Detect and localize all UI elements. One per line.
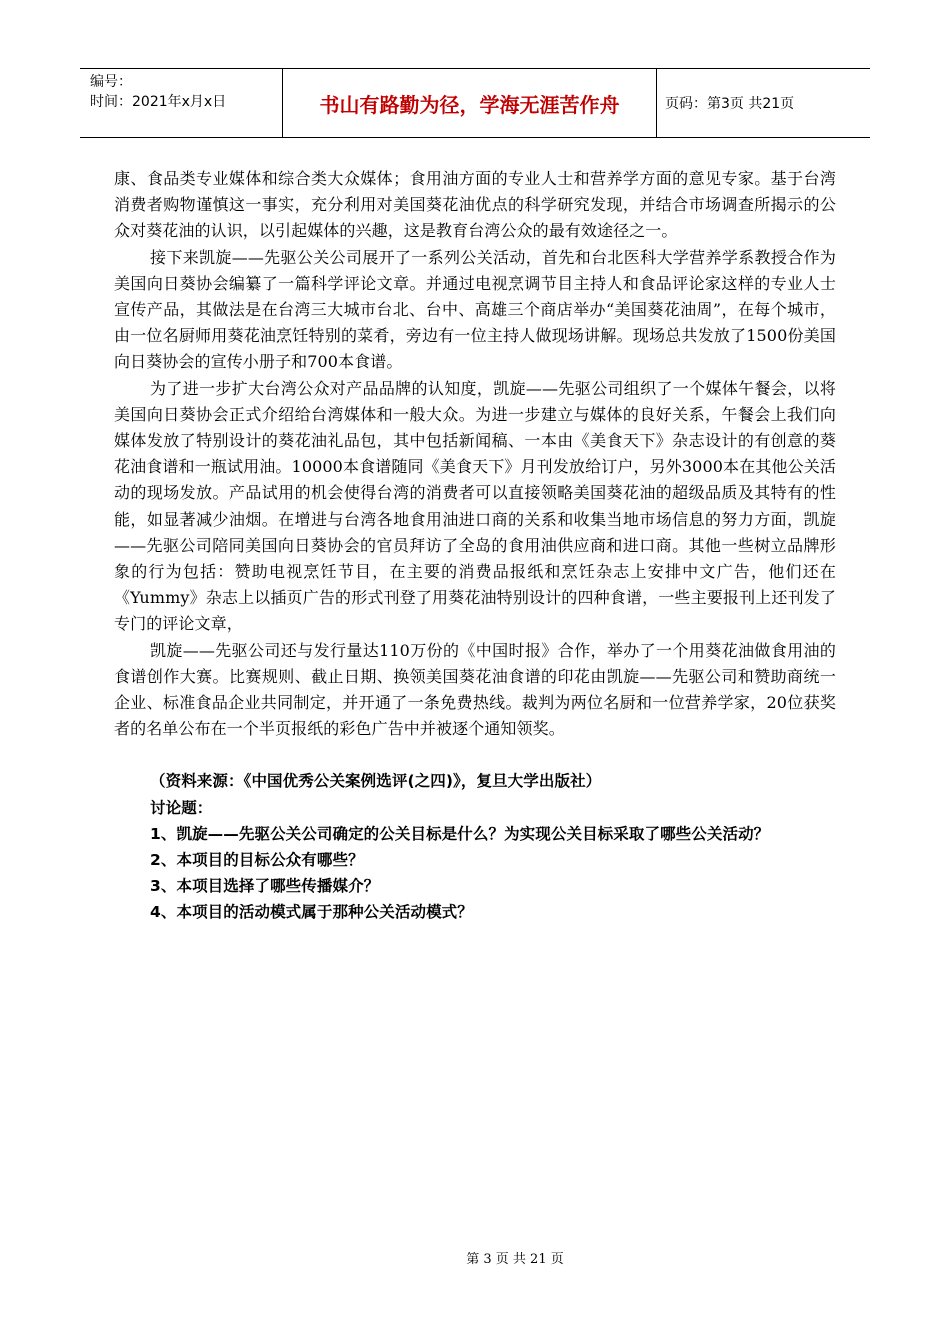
paragraph-4: 凯旋——先驱公司还与发行量达110万份的《中国时报》合作，举办了一个用葵花油做食用油的食谱创作大赛。比赛规则、截止日期、换领美国葵花油食谱的印花由凯旋——先驱公司和赞助商统一企业、标准食品企业共同制定，并开通了一条免费热线。裁判为两位名厨和一位营养学家，20位获奖者的名单公布在一个半页报纸的彩色广告中并被逐个通知领奖。 xyxy=(114,640,836,739)
paragraph-2: 接下来凯旋——先驱公关公司展开了一系列公关活动，首先和台北医科大学营养学系教授合作为美国向日葵协会编纂了一篇科学评论文章。并通过电视烹调节目主持人和食品评论家这样的专业人士宣传产品，其做法是在台湾三大城市台北、台中、高雄三个商店举办“美国葵花油周”，在每个城市，由一位名厨师用葵花油烹饪特别的菜肴，旁边有一位主持人做现场讲解。现场总共发放了1500份美国向日葵协会的宣传小册子和700本食谱。 xyxy=(114,247,836,372)
header-motto: 书山有路勤为径，学海无涯苦作舟 xyxy=(283,69,657,137)
document-number-label: 编号： xyxy=(90,74,132,90)
source-citation: （资料来源：《中国优秀公关案例选评(之四)》，复旦大学出版社） xyxy=(150,772,602,791)
document-body xyxy=(114,166,836,926)
discussion-title: 讨论题： xyxy=(150,798,213,817)
question-3: 3、本项目选择了哪些传播媒介？ xyxy=(150,877,380,896)
header-page-number: 页码：第3页 共21页 xyxy=(665,96,795,112)
header-meta xyxy=(80,69,283,137)
page-footer: 第 3 页 共 21 页 xyxy=(466,1252,564,1267)
question-4: 4、本项目的活动模式属于那种公关活动模式？ xyxy=(150,903,473,922)
paragraph-3: 为了进一步扩大台湾公众对产品品牌的认知度，凯旋——先驱公司组织了一个媒体午餐会，以将美国向日葵协会正式介绍给台湾媒体和一般大众。为进一步建立与媒体的良好关系，午餐会上我们向媒体发放了特别设计的葵花油礼品包，其中包括新闻稿、一本由《美食天下》杂志设计的有创意的葵花油食谱和一瓶试用油。10000本食谱随同《美食天下》月刊发放给订户，另外3000本在其他公关活动的现场发放。产品试用的机会使得台湾的消费者可以直接领略美国葵花油的超级品质及其特有的性能，如显著减少油烟。在增进与台湾各地食用油进口商的关系和收集当地市场信息的努力方面，凯旋——先驱公司陪同美国向日葵协会的官员拜访了全岛的食用油供应商和进口商。其他一些树立品牌形象的行为包括：赞助电视烹饪节目，在主要的消费品报纸和烹饪杂志上安排中文广告，他们还在《Yummy》杂志上以插页广告的形式刊登了用葵花油特别设计的四种食谱，一些主要报刊上还刊发了专门的评论文章， xyxy=(114,378,836,634)
document-time-label: 时间：2021年x月x日 xyxy=(90,94,227,110)
paragraph-1: 康、食品类专业媒体和综合类大众媒体；食用油方面的专业人士和营养学方面的意见专家。基于台湾消费者购物谨慎这一事实，充分利用对美国葵花油优点的科学研究发现，并结合市场调查所揭示的公众对葵花油的认识，以引起媒体的兴趣，这是教育台湾公众的最有效途径之一。 xyxy=(114,169,836,241)
question-1: 1、凯旋——先驱公关公司确定的公关目标是什么？为实现公关目标采取了哪些公关活动？ xyxy=(150,824,770,843)
page-header xyxy=(80,68,870,138)
question-2: 2、本项目的目标公众有哪些？ xyxy=(150,851,364,870)
spacer xyxy=(114,742,836,768)
